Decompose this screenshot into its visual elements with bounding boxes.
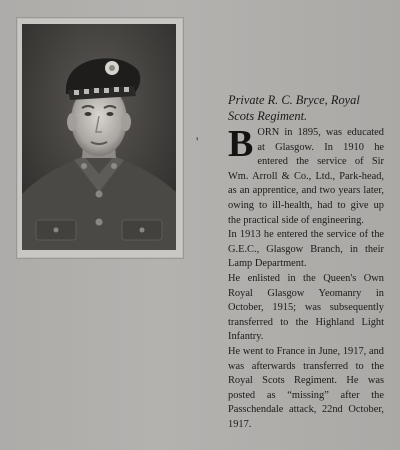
biography-paragraph-4: He went to France in June, 1917, and was afterwards transferred to the Royal Scots Regiment. He was posted as “missing” after the Passchendale attack, 22nd October, 1917. [228, 345, 384, 430]
biography-paragraph-1-text: ORN in 1895, was educated at Glasgow. In 1910 he entered the service of Sir Wm. Arroll & Co., Ltd., Park-head, as an apprentice, and two years later, owing to ill-health, had to give up the practical side of engineering. [228, 127, 384, 226]
drop-cap: B [228, 123, 254, 165]
biography-paragraph-3: He enlisted in the Queen's Own Royal Glasgow Yeomanry in October, 1915; was subsequently transferred to the Highland Light Infantry. [228, 272, 384, 343]
biography-text [228, 123, 384, 432]
margin-mark: ' [196, 134, 199, 149]
portrait-mount [16, 17, 184, 259]
biography-paragraph-1 [228, 123, 384, 228]
portrait-photo [22, 24, 176, 250]
soldier-name-caption: Private R. C. Bryce, Royal Scots Regiment. [228, 93, 360, 123]
biography-paragraph-2: In 1913 he entered the service of the G.E.C., Glasgow Branch, in their Lamp Department. [228, 229, 384, 270]
